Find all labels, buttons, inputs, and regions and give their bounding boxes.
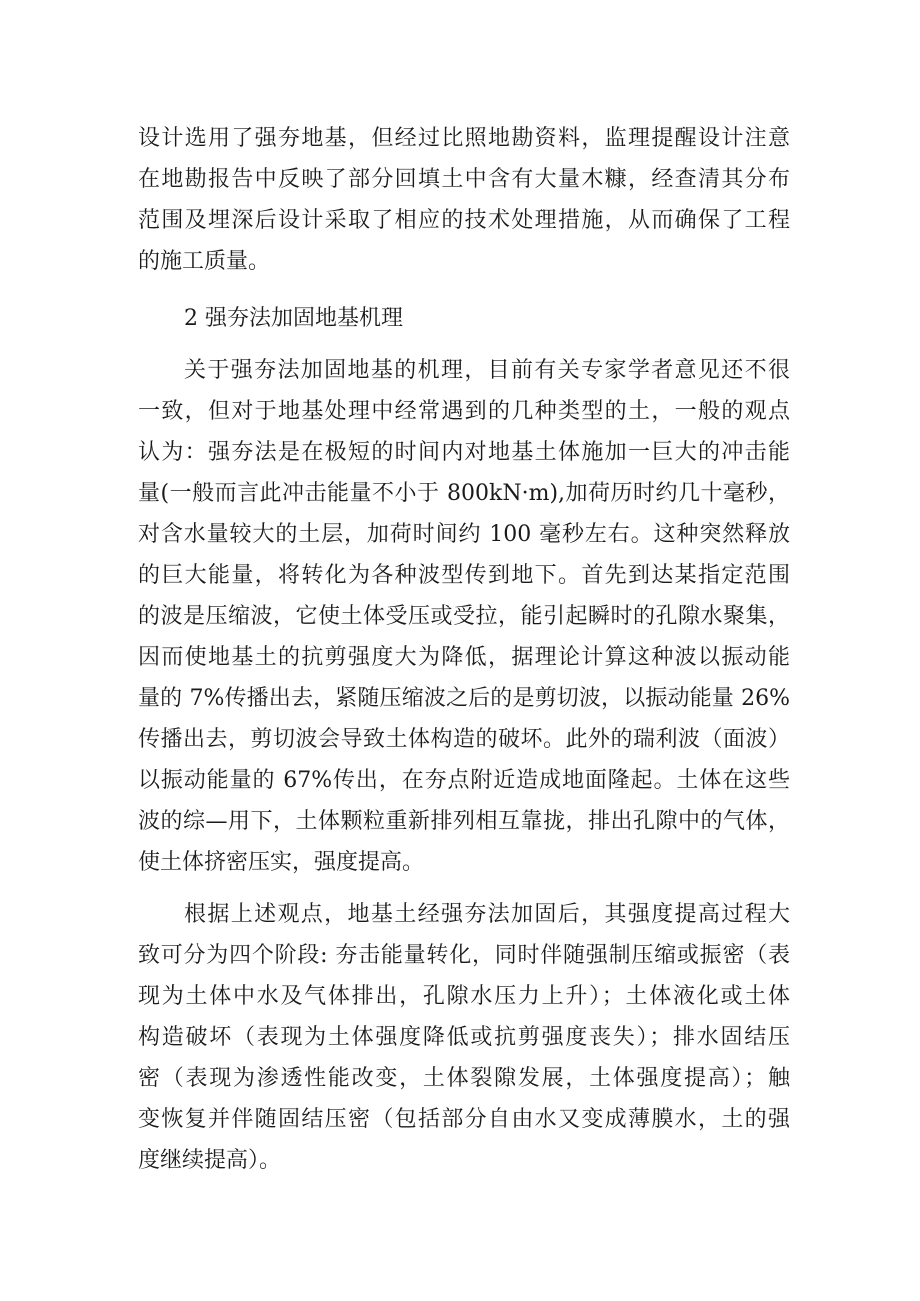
- para1-line-2: 在地勘报告中反映了部分回填土中含有大量木糠，经查清其分布: [138, 167, 790, 192]
- para2-line-6: 的巨大能量，将转化为各种波型传到地下。首先到达某指定范围: [138, 563, 790, 588]
- para2-line-2: 一致，但对于地基处理中经常遇到的几种类型的土，一般的观点: [138, 399, 790, 424]
- para2-line-11: 以振动能量的 67%传出，在夯点附近造成地面隆起。土体在这些: [138, 768, 790, 793]
- para2-line-9: 量的 7%传播出去，紧随压缩波之后的是剪切波，以振动能量 26%: [138, 686, 790, 711]
- para2-line-5: 对含水量较大的土层，加荷时间约 100 毫秒左右。这种突然释放: [138, 522, 790, 547]
- para2-line-13: 使土体挤密压实，强度提高。: [138, 850, 425, 875]
- para3-line-1: 根据上述观点，地基土经强夯法加固后，其强度提高过程大: [184, 902, 790, 927]
- para3-line-6: 变恢复并伴随固结压密（包括部分自由水又变成薄膜水，土的强: [138, 1107, 790, 1132]
- para2-line-12: 波的综—用下，土体颗粒重新排列相互靠拢，排出孔隙中的气体，: [138, 809, 790, 834]
- para3-line-5: 密（表现为渗透性能改变，土体裂隙发展，土体强度提高）；触: [138, 1066, 790, 1091]
- para1-line-4: 的施工质量。: [138, 249, 271, 274]
- para2-line-1: 关于强夯法加固地基的机理，目前有关专家学者意见还不很: [184, 358, 790, 383]
- para3-line-4: 构造破坏（表现为土体强度降低或抗剪强度丧失）；排水固结压: [138, 1025, 790, 1050]
- para1-line-1: 设计选用了强夯地基，但经过比照地勘资料，监理提醒设计注意: [138, 126, 790, 151]
- para2-line-8: 因而使地基土的抗剪强度大为降低，据理论计算这种波以振动能: [138, 645, 790, 670]
- section-heading: 2 强夯法加固地基机理: [184, 306, 403, 331]
- para3-line-2: 致可分为四个阶段: 夯击能量转化，同时伴随强制压缩或振密（表: [138, 943, 790, 968]
- para2-line-10: 传播出去，剪切波会导致土体构造的破坏。此外的瑞利波（面波）: [138, 727, 790, 752]
- para1-line-3: 范围及埋深后设计采取了相应的技术处理措施，从而确保了工程: [138, 208, 790, 233]
- para3-line-7: 度继续提高）。: [138, 1148, 282, 1173]
- para2-line-4: 量(一般而言此冲击能量不小于 800kN·m),加荷历时约几十毫秒，: [138, 481, 790, 506]
- para3-line-3: 现为土体中水及气体排出，孔隙水压力上升）；土体液化或土体: [138, 984, 790, 1009]
- para2-line-7: 的波是压缩波，它使土体受压或受拉，能引起瞬时的孔隙水聚集，: [138, 604, 790, 629]
- para2-line-3: 认为：强夯法是在极短的时间内对地基土体施加一巨大的冲击能: [138, 440, 790, 465]
